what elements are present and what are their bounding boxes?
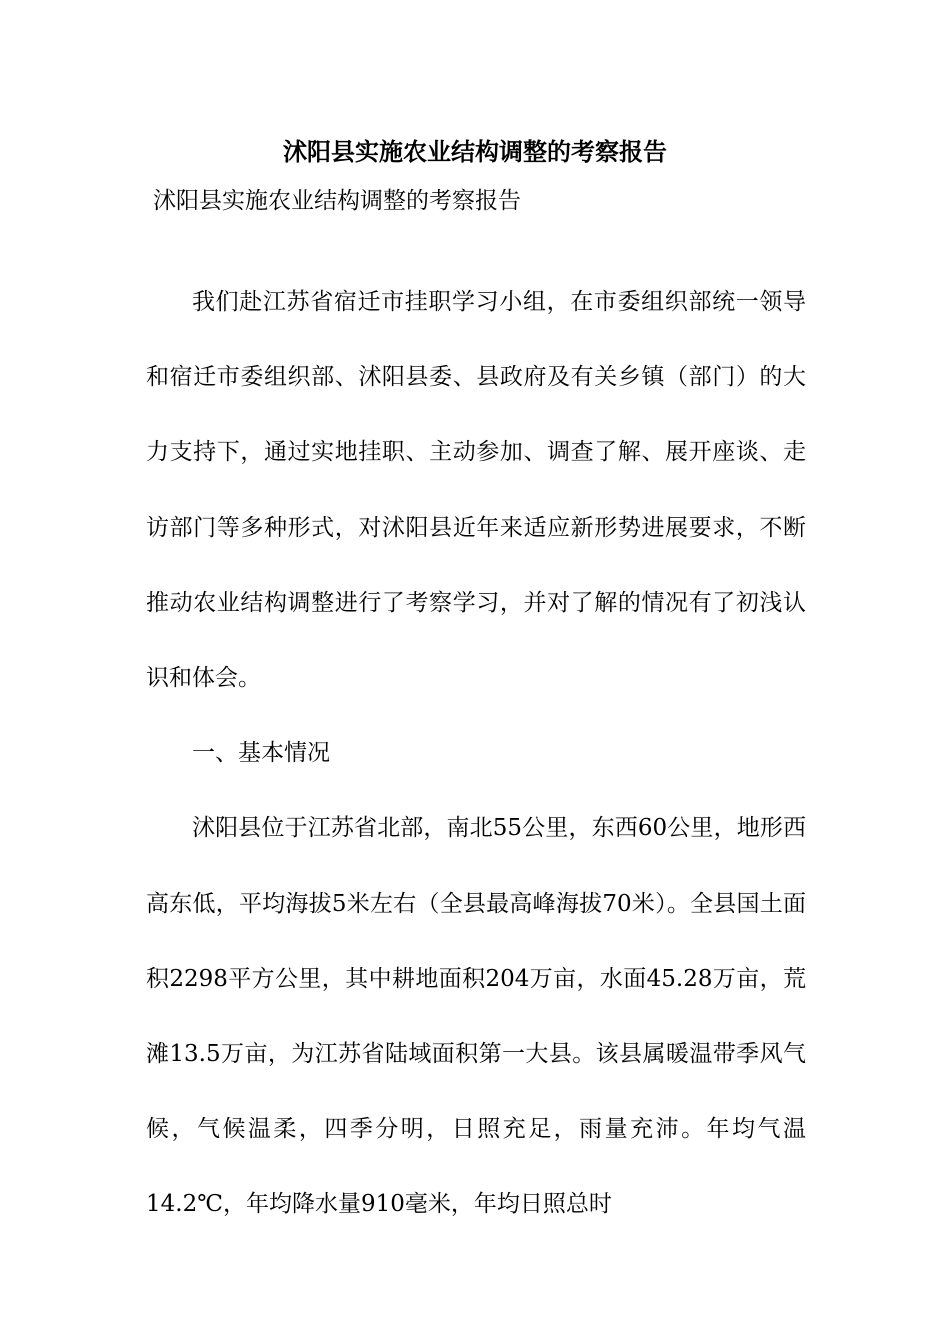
paragraph-basic-situation: 沭阳县位于江苏省北部，南北55公里，东西60公里，地形西高东低，平均海拔5米左右（全县最高峰海拔70米）。全县国土面积2298平方公里，其中耕地面积204万亩，水面45.28万亩，荒滩13.5万亩，为江苏省陆域面积第一大县。该县属暖温带季风气候，气候温柔，四季分明，日照充足，雨量充沛。年均气温14.2℃，年均降水量910毫米，年均日照总时 (146, 815, 806, 1218)
section-heading-basic-situation: 一、基本情况 (192, 740, 330, 767)
paragraph-intro: 我们赴江苏省宿迁市挂职学习小组，在市委组织部统一领导和宿迁市委组织部、沭阳县委、县政府及有关乡镇（部门）的大力支持下，通过实地挂职、主动参加、调查了解、展开座谈、走访部门等多种形式，对沭阳县近年来适应新形势进展要求，不断推动农业结构调整进行了考察学习，并对了解的情况有了初浅认识和体会。 (146, 289, 806, 692)
document-subtitle: 沭阳县实施农业结构调整的考察报告 (153, 188, 521, 214)
document-title: 沭阳县实施农业结构调整的考察报告 (283, 137, 667, 166)
document-body (146, 265, 806, 1243)
